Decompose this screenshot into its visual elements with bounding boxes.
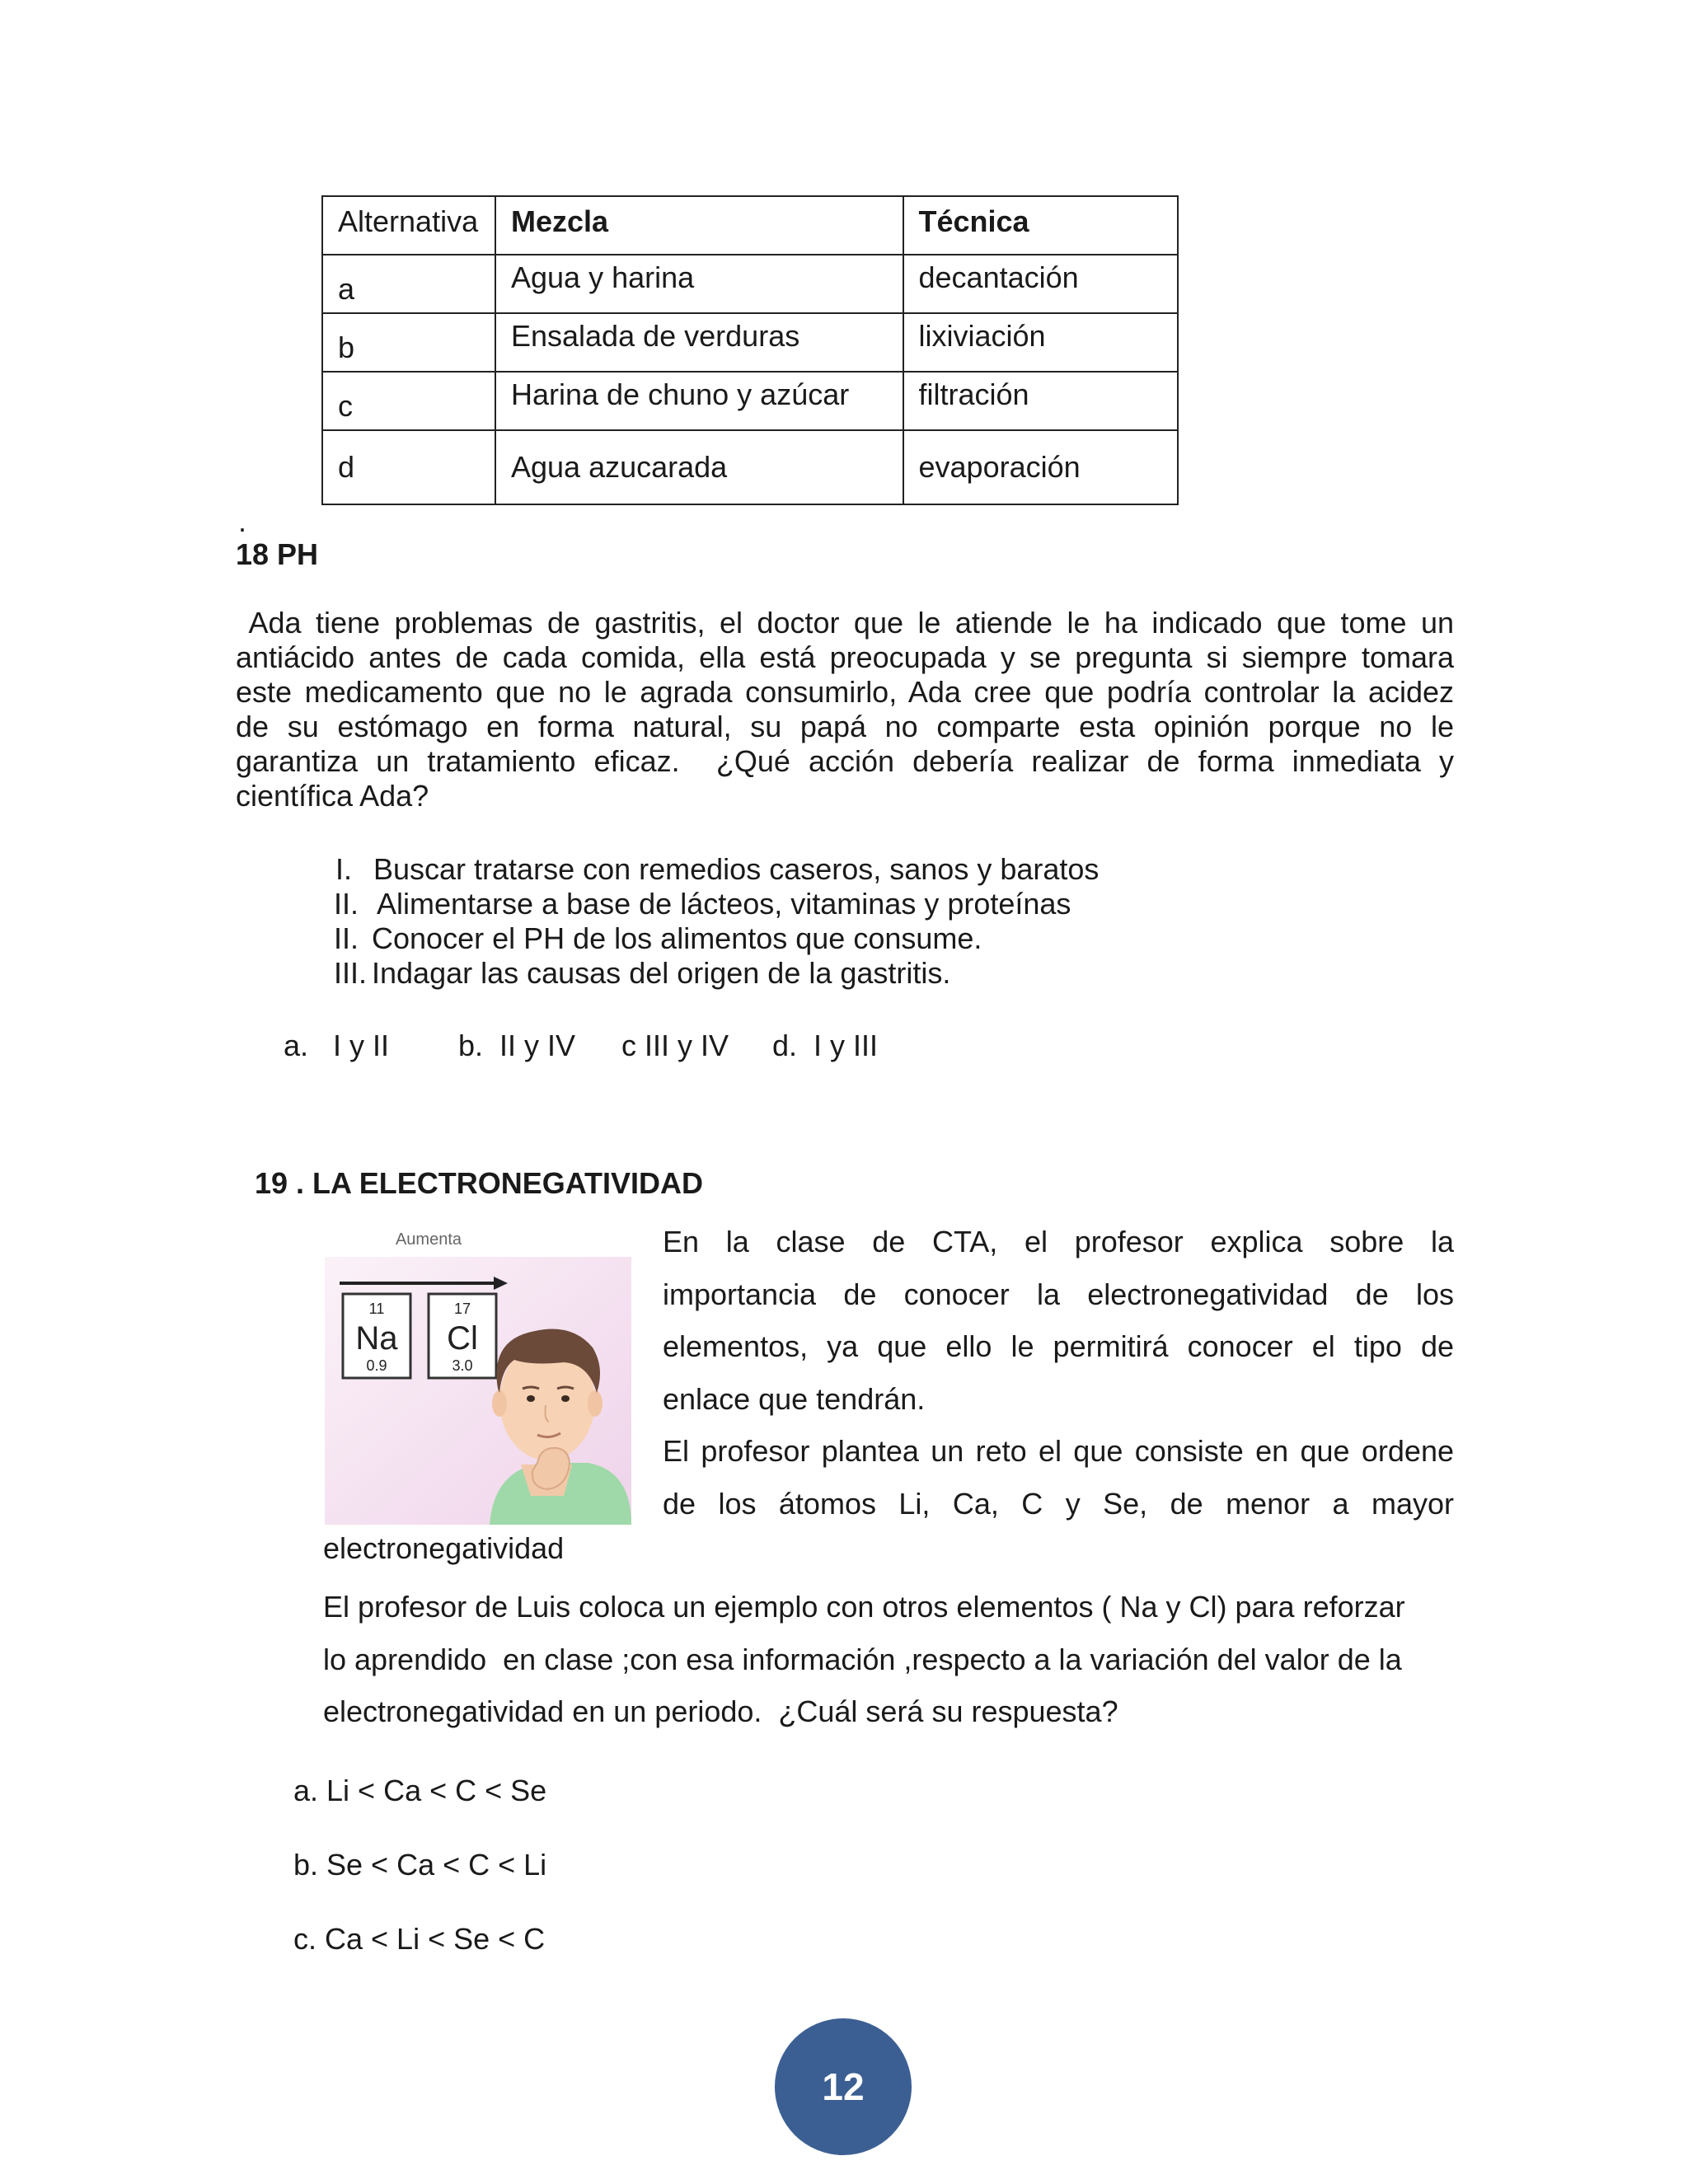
element-number: 17 — [453, 1301, 471, 1317]
table-cell-alt: c — [322, 372, 495, 430]
stray-dot: . — [238, 504, 247, 538]
element-symbol: Cl — [447, 1320, 478, 1357]
header-mezcla: Mezcla — [495, 196, 903, 255]
table-cell-mezcla: Ensalada de verduras — [495, 313, 903, 372]
paragraph-line: lo aprendido en clase ;con esa información ,respecto a la variación del valor de la — [323, 1642, 1402, 1676]
table-row — [322, 313, 1178, 372]
header-alternativa: Alternativa — [322, 196, 495, 255]
paragraph-continuation: electronegatividad — [323, 1531, 565, 1565]
option-text: Conocer el PH de los alimentos que consume. — [372, 921, 982, 955]
paragraph-line: enlace que tendrán. — [663, 1381, 926, 1416]
answer-b: b. II y IV — [458, 1029, 576, 1062]
paragraph-line: este medicamento que no le agrada consumirlo, Ada cree que podría controlar la acidez — [236, 675, 1454, 709]
mixture-technique-table — [321, 195, 1179, 505]
paragraph-line: El profesor de Luis coloca un ejemplo con otros elementos ( Na y Cl) para reforzar — [323, 1590, 1405, 1624]
element-value: 0.9 — [366, 1357, 387, 1374]
paragraph-line: importancia de conocer la electronegatividad de los — [663, 1277, 1454, 1311]
choice-a: a. Li < Ca < C < Se — [293, 1774, 547, 1807]
question-19-paragraph — [663, 1216, 1454, 1530]
table-row — [322, 372, 1178, 430]
option-text: Buscar tratarse con remedios caseros, sanos y baratos — [373, 852, 1100, 886]
paragraph-line: El profesor plantea un reto el que consiste en que ordene — [663, 1434, 1454, 1468]
table-header-row — [322, 196, 1178, 255]
list-item — [334, 852, 1099, 887]
element-number: 11 — [368, 1301, 385, 1317]
choice-c: c. Ca < Li < Se < C — [293, 1922, 546, 1956]
table-cell-tecnica: decantación — [903, 255, 1179, 313]
table-cell-tecnica: lixiviación — [903, 313, 1179, 372]
list-item — [334, 956, 1099, 991]
question-18-paragraph — [236, 606, 1454, 813]
table-row — [322, 255, 1178, 313]
answer-a: a. I y II — [284, 1029, 390, 1062]
question-18-options — [334, 852, 1099, 991]
table-row — [322, 430, 1178, 504]
page-number-badge: 12 — [775, 2018, 912, 2155]
paragraph-line: elementos, ya que ello le permitirá conocer el tipo de — [663, 1329, 1454, 1363]
answer-c: c III y IV — [621, 1029, 729, 1062]
paragraph-line: electronegatividad en un periodo. ¿Cuál será su respuesta? — [323, 1694, 1118, 1728]
option-number: II. — [334, 921, 359, 955]
element-symbol: Na — [355, 1320, 398, 1357]
paragraph-line: garantiza un tratamiento eficaz. ¿Qué acción debería realizar de forma inmediata y — [236, 744, 1454, 778]
electronegativity-illustration — [325, 1224, 631, 1525]
table-cell-alt: d — [322, 430, 495, 504]
header-tecnica: Técnica — [903, 196, 1179, 255]
paragraph-line: de los átomos Li, Ca, C y Se, de menor a mayor — [663, 1486, 1454, 1521]
paragraph-line: de su estómago en forma natural, su papá no comparte esta opinión porque no le — [236, 710, 1454, 743]
option-text: Indagar las causas del origen de la gastritis. — [372, 956, 951, 990]
table-cell-mezcla: Harina de chuno y azúcar — [495, 372, 903, 430]
option-number: I. — [335, 852, 353, 886]
table-cell-tecnica: evaporación — [903, 430, 1179, 504]
choice-b: b. Se < Ca < C < Li — [293, 1848, 547, 1882]
paragraph-line: Ada tiene problemas de gastritis, el doctor que le atiende le ha indicado que tome un — [236, 606, 1454, 640]
option-number: II. — [334, 887, 359, 921]
arrow-label: Aumenta — [395, 1230, 462, 1249]
paragraph-line: En la clase de CTA, el profesor explica sobre la — [663, 1225, 1454, 1258]
question-19-title: 19 . LA ELECTRONEGATIVIDAD — [255, 1166, 704, 1200]
option-number: III. — [334, 956, 368, 990]
list-item — [334, 887, 1099, 921]
list-item — [334, 921, 1099, 956]
table-cell-alt: b — [322, 313, 495, 372]
option-text: Alimentarse a base de lácteos, vitaminas y proteínas — [377, 887, 1071, 921]
paragraph-line: antiácido antes de cada comida, ella está preocupada y se pregunta si siempre tomara — [236, 640, 1454, 674]
table-cell-mezcla: Agua y harina — [495, 255, 903, 313]
paragraph-line: científica Ada? — [236, 779, 429, 813]
table-cell-tecnica: filtración — [903, 372, 1179, 430]
question-19-paragraph-2 — [323, 1581, 1454, 1738]
element-value: 3.0 — [452, 1357, 473, 1374]
answer-d: d. I y III — [772, 1029, 879, 1062]
table-cell-mezcla: Agua azucarada — [495, 430, 903, 504]
table-cell-alt: a — [322, 255, 495, 313]
question-18-title: 18 PH — [236, 537, 319, 571]
illustration-svg — [325, 1224, 631, 1525]
